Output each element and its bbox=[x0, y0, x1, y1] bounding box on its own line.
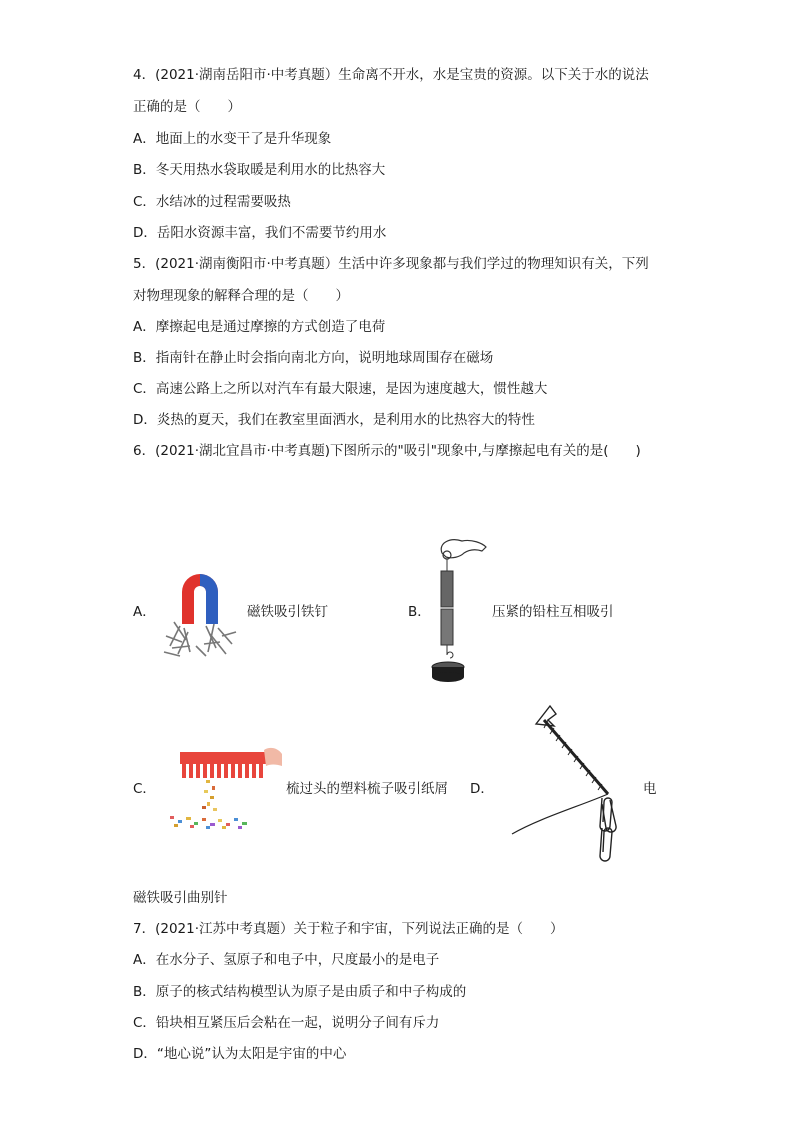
q4-stem-line2: 正确的是（ ） bbox=[133, 99, 241, 115]
q7-stem: 7．(2021·江苏中考真题）关于粒子和宇宙，下列说法正确的是（ ） bbox=[133, 921, 564, 937]
q6-option-c-caption: 梳过头的塑料梳子吸引纸屑 bbox=[286, 781, 448, 797]
comb-paper-image bbox=[166, 744, 284, 830]
q6-stem: 6．(2021·湖北宜昌市·中考真题)下图所示的"吸引"现象中,与摩擦起电有关的是( ) bbox=[133, 443, 641, 459]
q5-option-c: C．高速公路上之所以对汽车有最大限速，是因为速度越大，惯性越大 bbox=[133, 381, 548, 397]
q4-option-d: D．岳阳水资源丰富，我们不需要节约用水 bbox=[133, 225, 387, 241]
q5-stem-line2: 对物理现象的解释合理的是（ ） bbox=[133, 288, 349, 304]
q6-option-a-caption: 磁铁吸引铁钉 bbox=[247, 604, 328, 620]
q5-option-a: A．摩擦起电是通过摩擦的方式创造了电荷 bbox=[133, 319, 386, 335]
q7-option-a: A．在水分子、氢原子和电子中，尺度最小的是电子 bbox=[133, 952, 440, 968]
q6-option-c-label: C． bbox=[133, 781, 156, 797]
q6-option-b-caption: 压紧的铅柱互相吸引 bbox=[492, 604, 614, 620]
q5-stem-line1: 5．(2021·湖南衡阳市·中考真题）生活中许多现象都与我们学过的物理知识有关，下列 bbox=[133, 256, 649, 272]
q7-option-b: B．原子的核式结构模型认为原子是由质子和中子构成的 bbox=[133, 984, 467, 1000]
q6-option-d-caption-tail: 电 bbox=[643, 781, 657, 797]
q4-option-c: C．水结冰的过程需要吸热 bbox=[133, 194, 291, 210]
magnet-nails-image bbox=[160, 562, 240, 658]
q4-option-b: B．冬天用热水袋取暖是利用水的比热容大 bbox=[133, 162, 386, 178]
q6-option-b-label: B． bbox=[408, 604, 431, 620]
q7-option-c: C．铅块相互紧压后会粘在一起，说明分子间有斥力 bbox=[133, 1015, 440, 1031]
q5-option-b: B．指南针在静止时会指向南北方向，说明地球周围存在磁场 bbox=[133, 350, 494, 366]
q6-option-a-label: A． bbox=[133, 604, 156, 620]
q6-option-d-label: D． bbox=[470, 781, 494, 797]
lead-cylinders-image bbox=[430, 535, 492, 687]
q4-option-a: A．地面上的水变干了是升华现象 bbox=[133, 131, 332, 147]
q6-option-d-caption-wrap: 磁铁吸引曲别针 bbox=[133, 890, 228, 906]
q4-stem-line1: 4．(2021·湖南岳阳市·中考真题）生命离不开水，水是宝贵的资源。以下关于水的说法 bbox=[133, 67, 649, 83]
screwdriver-clips-image bbox=[510, 702, 634, 868]
q5-option-d: D．炎热的夏天，我们在教室里面洒水，是利用水的比热容大的特性 bbox=[133, 412, 535, 428]
q7-option-d: D．“地心说”认为太阳是宇宙的中心 bbox=[133, 1046, 347, 1062]
